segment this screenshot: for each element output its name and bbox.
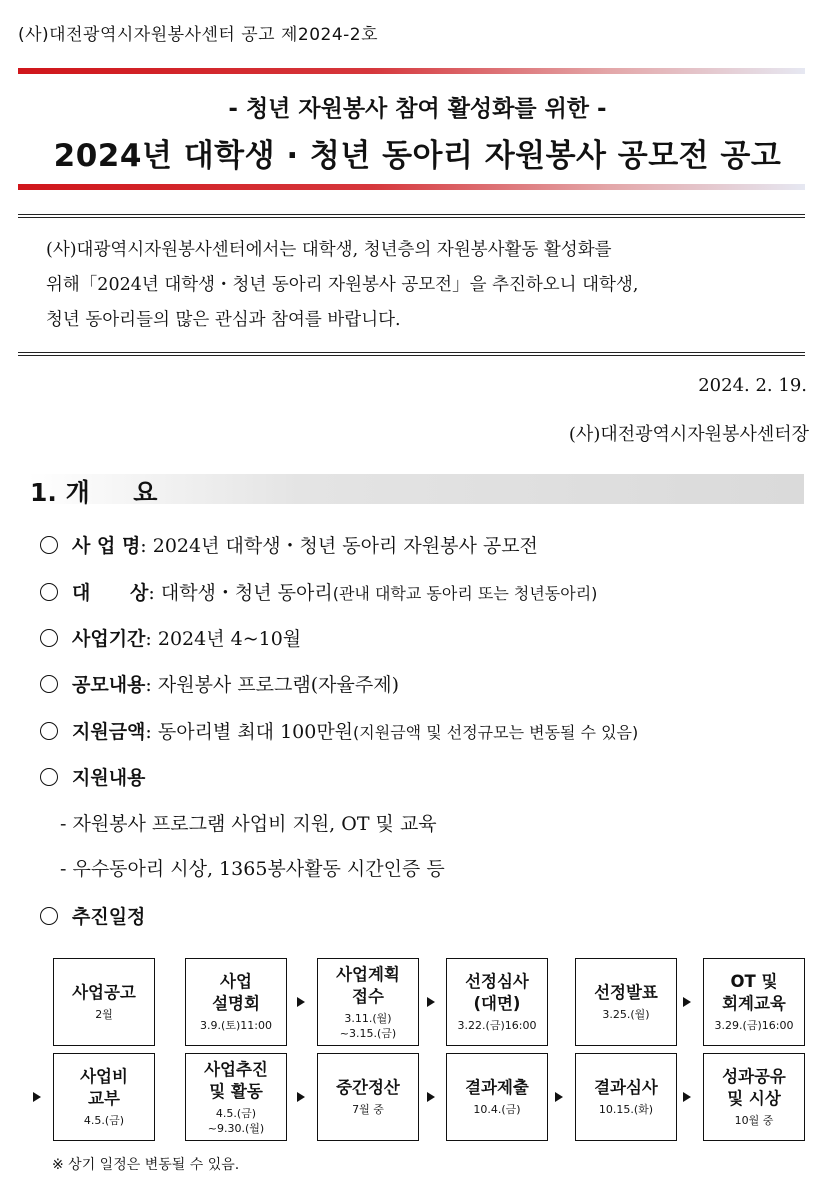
item-value: : 2024년 4~10월 bbox=[145, 628, 302, 650]
overview-item-funding bbox=[40, 717, 638, 744]
intro-line: 위해「2024년 대학생・청년 동아리 자원봉사 공모전」을 추진하오니 대학생, bbox=[46, 275, 639, 295]
item-note: (지원금액 및 선정규모는 변동될 수 있음) bbox=[353, 723, 639, 742]
arrow-right-icon bbox=[555, 1092, 563, 1102]
item-label: 공모내용 bbox=[72, 674, 146, 696]
schedule-step bbox=[185, 958, 287, 1046]
overview-item-project-name bbox=[40, 531, 538, 558]
schedule-step bbox=[446, 1053, 548, 1141]
announcement-date: 2024. 2. 19. bbox=[698, 375, 807, 396]
overview-item-content bbox=[40, 670, 399, 697]
step-title: 결과제출 bbox=[465, 1078, 529, 1097]
item-value: : 자원봉사 프로그램(자율주제) bbox=[145, 674, 399, 696]
overview-item-support bbox=[40, 763, 145, 790]
top-red-rule bbox=[18, 68, 805, 74]
schedule-step bbox=[703, 1053, 805, 1141]
schedule-step bbox=[575, 958, 677, 1046]
item-value: : 동아리별 최대 100만원 bbox=[145, 721, 354, 743]
step-date: 3.22.(금)16:00 bbox=[457, 1019, 537, 1032]
arrow-right-icon bbox=[427, 1092, 435, 1102]
step-title: 중간정산 bbox=[336, 1078, 400, 1097]
schedule-step bbox=[53, 958, 155, 1046]
circle-bullet-icon bbox=[40, 675, 58, 693]
item-label: 사업기간 bbox=[72, 628, 146, 650]
step-title: 사업계획 접수 bbox=[336, 964, 400, 1006]
schedule-step bbox=[317, 1053, 419, 1141]
intro-line: 청년 동아리들의 많은 관심과 참여를 바랍니다. bbox=[46, 310, 401, 330]
schedule-step bbox=[317, 958, 419, 1046]
overview-item-target bbox=[40, 578, 597, 605]
document-number: (사)대전광역시자원봉사센터 공고 제2024-2호 bbox=[18, 25, 379, 45]
section-title: 1. 개 요 bbox=[30, 478, 158, 507]
step-date: 3.29.(금)16:00 bbox=[714, 1019, 794, 1032]
intro-bottom-rule bbox=[18, 352, 805, 356]
step-title: 사업 설명회 bbox=[212, 972, 260, 1013]
arrow-right-icon bbox=[33, 1092, 41, 1102]
intro-line: (사)대광역시자원봉사센터에서는 대학생, 청년층의 자원봉사활동 활성화를 bbox=[46, 240, 612, 260]
step-date: 10.4.(금) bbox=[473, 1103, 521, 1116]
support-detail-line: - 우수동아리 시상, 1365봉사활동 시간인증 등 bbox=[60, 858, 445, 880]
arrow-right-icon bbox=[683, 997, 691, 1007]
circle-bullet-icon bbox=[40, 629, 58, 647]
step-date: 2월 bbox=[95, 1008, 113, 1021]
arrow-right-icon bbox=[297, 997, 305, 1007]
circle-bullet-icon bbox=[40, 722, 58, 740]
signer: (사)대전광역시자원봉사센터장 bbox=[568, 424, 809, 445]
step-title: 선정심사 (대면) bbox=[465, 972, 529, 1013]
step-title: 결과심사 bbox=[594, 1078, 658, 1097]
item-label: 사 업 명 bbox=[72, 535, 141, 557]
step-title: OT 및 회계교육 bbox=[722, 972, 786, 1013]
intro-paragraph bbox=[46, 233, 786, 338]
step-date: 4.5.(금) ~9.30.(월) bbox=[207, 1106, 265, 1135]
schedule-step bbox=[446, 958, 548, 1046]
step-date: 3.11.(월) ~3.15.(금) bbox=[339, 1011, 397, 1040]
circle-bullet-icon bbox=[40, 907, 58, 925]
step-title: 사업비 교부 bbox=[80, 1067, 128, 1108]
circle-bullet-icon bbox=[40, 536, 58, 554]
page-title: 2024년 대학생 · 청년 동아리 자원봉사 공모전 공고 bbox=[53, 138, 782, 174]
arrow-right-icon bbox=[683, 1092, 691, 1102]
schedule-step bbox=[575, 1053, 677, 1141]
arrow-right-icon bbox=[297, 1092, 305, 1102]
overview-item-schedule bbox=[40, 902, 145, 929]
schedule-step bbox=[703, 958, 805, 1046]
item-label: 대 상 bbox=[72, 582, 149, 604]
step-date: 7월 중 bbox=[352, 1103, 384, 1116]
intro-top-rule bbox=[18, 214, 805, 218]
step-title: 사업추진 및 활동 bbox=[204, 1059, 268, 1101]
support-detail-line: - 자원봉사 프로그램 사업비 지원, OT 및 교육 bbox=[60, 813, 437, 835]
item-label: 지원금액 bbox=[72, 721, 146, 743]
circle-bullet-icon bbox=[40, 768, 58, 786]
step-date: 10월 중 bbox=[734, 1114, 774, 1127]
overview-item-period bbox=[40, 624, 301, 651]
item-label: 지원내용 bbox=[72, 767, 146, 789]
item-value: : 대학생・청년 동아리 bbox=[148, 582, 333, 604]
page-subtitle: - 청년 자원봉사 참여 활성화를 위한 - bbox=[228, 96, 607, 122]
schedule-footnote: ※ 상기 일정은 변동될 수 있음. bbox=[52, 1157, 240, 1173]
step-title: 사업공고 bbox=[72, 983, 136, 1002]
item-note: (관내 대학교 동아리 또는 청년동아리) bbox=[332, 584, 598, 603]
step-title: 성과공유 및 시상 bbox=[722, 1067, 786, 1108]
step-date: 3.25.(월) bbox=[602, 1008, 650, 1021]
step-date: 3.9.(토)11:00 bbox=[200, 1019, 272, 1032]
item-label: 추진일정 bbox=[72, 906, 146, 928]
step-title: 선정발표 bbox=[594, 983, 658, 1002]
item-value: : 2024년 대학생・청년 동아리 자원봉사 공모전 bbox=[140, 535, 538, 557]
bottom-red-rule bbox=[18, 184, 805, 190]
step-date: 10.15.(화) bbox=[598, 1103, 654, 1116]
arrow-right-icon bbox=[427, 997, 435, 1007]
schedule-step bbox=[185, 1053, 287, 1141]
circle-bullet-icon bbox=[40, 583, 58, 601]
step-date: 4.5.(금) bbox=[83, 1114, 125, 1127]
schedule-step bbox=[53, 1053, 155, 1141]
